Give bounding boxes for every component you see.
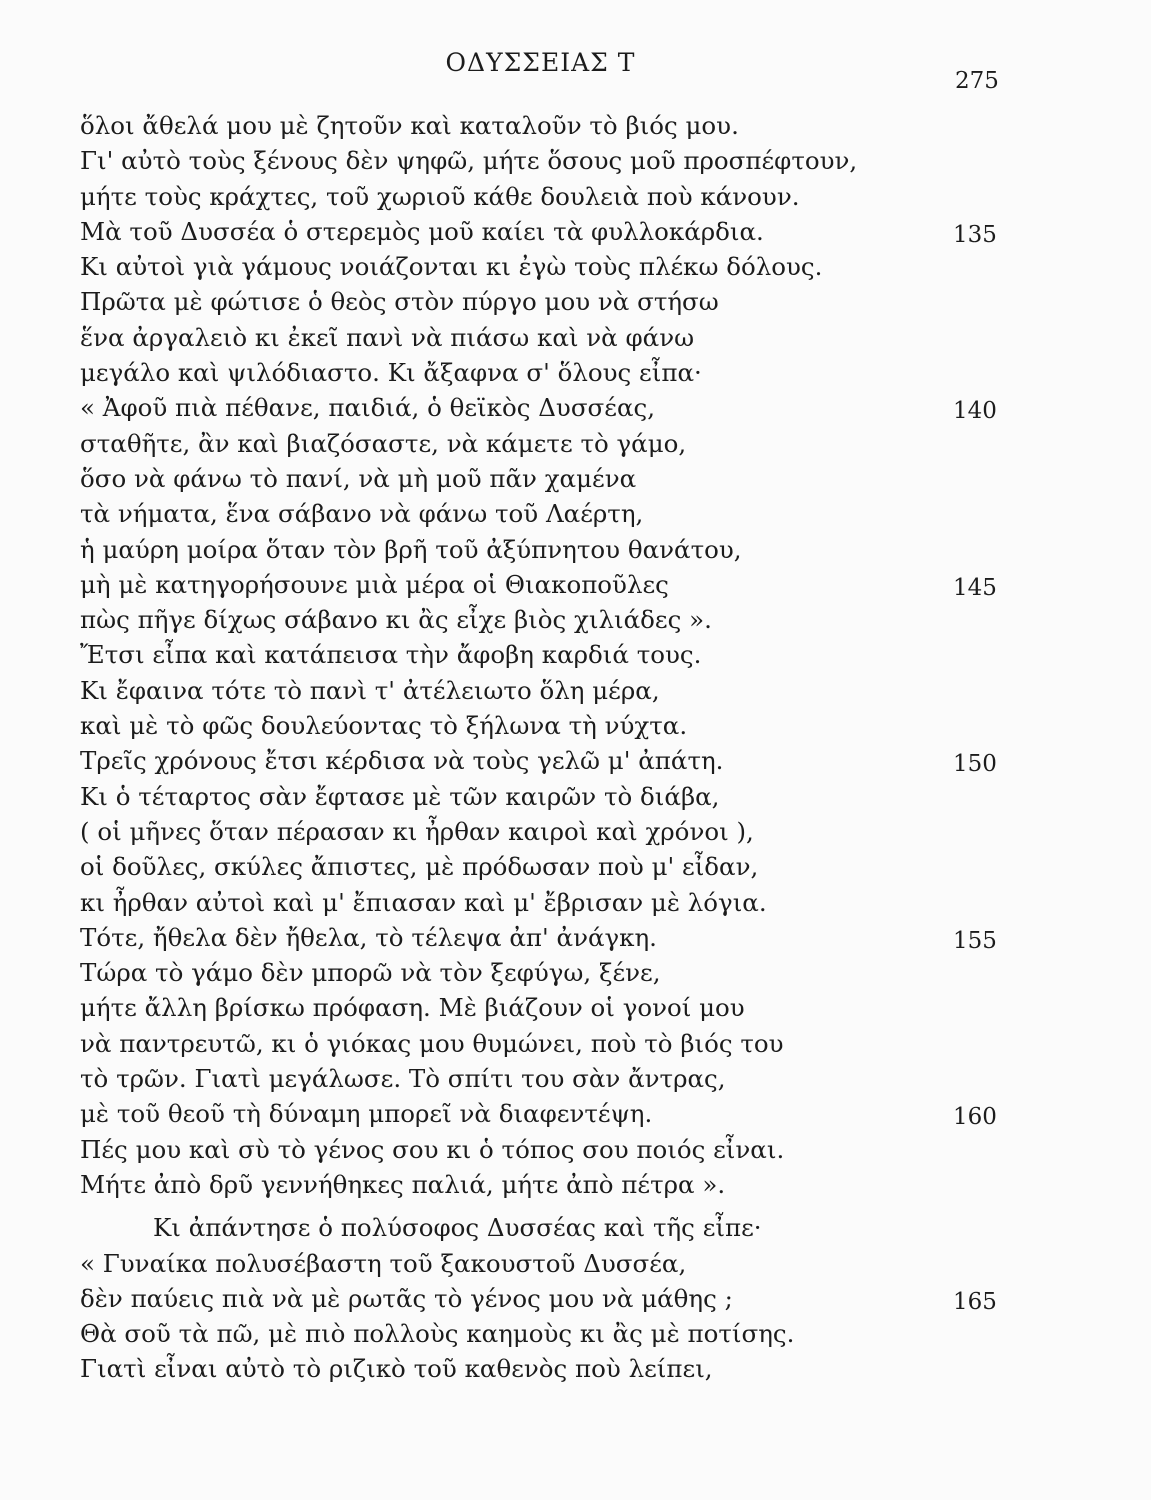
verse-block: [0, 108, 1151, 1387]
verse-number: 150: [953, 751, 997, 778]
verse-text: Μήτε ἀπὸ δρῦ γεννήθηκες παλιά, μήτε ἀπὸ πέτρα ».: [80, 1169, 726, 1199]
running-title: ΟΔΥΣΣΕΙΑΣ Τ: [445, 48, 636, 77]
verse-text: Τώρα τὸ γάμο δὲν μπορῶ νὰ τὸν ξεφύγω, ξένε,: [80, 958, 661, 988]
verse-text: ἕνα ἀργαλειὸ κι ἐκεῖ πανὶ νὰ πιάσω καὶ νὰ φάνω: [80, 322, 695, 352]
verse-line: [0, 214, 1151, 249]
verse-text: Τότε, ἤθελα δὲν ἤθελα, τὸ τέλεψα ἀπ' ἀνάγκη.: [80, 922, 657, 952]
verse-line: [0, 496, 1151, 531]
verse-text: Γιατὶ εἶναι αὐτὸ τὸ ριζικὸ τοῦ καθενὸς ποὺ λείπει,: [80, 1354, 713, 1384]
verse-line: [0, 1351, 1151, 1386]
verse-text: Γι' αὐτὸ τοὺς ξένους δὲν ψηφῶ, μήτε ὅσους μοῦ προσπέφτουν,: [80, 146, 858, 176]
verse-line: [0, 637, 1151, 672]
verse-text: ὅσο νὰ φάνω τὸ πανί, νὰ μὴ μοῦ πᾶν χαμένα: [80, 463, 637, 493]
verse-text: Κι ἀπάντησε ὁ πολύσοφος Δυσσέας καὶ τῆς εἶπε·: [153, 1213, 762, 1243]
verse-line: [0, 532, 1151, 567]
verse-text: σταθῆτε, ἂν καὶ βιαζόσαστε, νὰ κάμετε τὸ γάμο,: [80, 428, 687, 458]
verse-line: [0, 143, 1151, 178]
verse-line: [0, 814, 1151, 849]
verse-line: [0, 743, 1151, 778]
verse-line: [0, 1210, 1151, 1245]
verse-line: [0, 179, 1151, 214]
verse-line: [0, 1096, 1151, 1131]
verse-text: « Ἀφοῦ πιὰ πέθανε, παιδιά, ὁ θεϊκὸς Δυσσέας,: [80, 393, 656, 423]
verse-text: οἱ δοῦλες, σκύλες ἄπιστες, μὲ πρόδωσαν ποὺ μ' εἶδαν,: [80, 852, 759, 882]
verse-line: [0, 1132, 1151, 1167]
verse-text: μὴ μὲ κατηγορήσουνε μιὰ μέρα οἱ Θιακοποῦλες: [80, 569, 669, 599]
verse-number: 165: [953, 1288, 997, 1315]
verse-text: καὶ μὲ τὸ φῶς δουλεύοντας τὸ ξήλωνα τὴ νύχτα.: [80, 711, 688, 741]
verse-text: πὼς πῆγε δίχως σάβανο κι ἂς εἶχε βιὸς χιλιάδες ».: [80, 605, 712, 635]
page-number: 275: [955, 68, 999, 94]
verse-text: Πές μου καὶ σὺ τὸ γένος σου κι ὁ τόπος σου ποιός εἶναι.: [80, 1134, 785, 1164]
verse-line: [0, 885, 1151, 920]
verse-line: [0, 602, 1151, 637]
verse-text: ὅλοι ἄθελά μου μὲ ζητοῦν καὶ καταλοῦν τὸ βιός μου.: [80, 111, 739, 140]
verse-text: τὰ νήματα, ἕνα σάβανο νὰ φάνω τοῦ Λαέρτη,: [80, 499, 644, 529]
verse-line: [0, 1316, 1151, 1351]
verse-text: Κι αὐτοὶ γιὰ γάμους νοιάζονται κι ἐγὼ τοὺς πλέκω δόλους.: [80, 252, 823, 282]
verse-line: [0, 355, 1151, 390]
verse-text: Ἔτσι εἶπα καὶ κατάπεισα τὴν ἄφοβη καρδιά τους.: [80, 640, 702, 670]
verse-text: Πρῶτα μὲ φώτισε ὁ θεὸς στὸν πύργο μου νὰ στήσω: [80, 287, 719, 317]
verse-text: μὲ τοῦ θεοῦ τὴ δύναμη μπορεῖ νὰ διαφεντέψη.: [80, 1099, 653, 1129]
verse-number: 155: [953, 927, 997, 954]
verse-line: [0, 567, 1151, 602]
verse-text: Μὰ τοῦ Δυσσέα ὁ στερεμὸς μοῦ καίει τὰ φυλλοκάρδια.: [80, 216, 764, 246]
verse-number: 145: [953, 574, 997, 601]
verse-text: μήτε τοὺς κράχτες, τοῦ χωριοῦ κάθε δουλειὰ ποὺ κάνουν.: [80, 181, 800, 211]
verse-line: [0, 461, 1151, 496]
verse-line: [0, 779, 1151, 814]
verse-text: ( οἱ μῆνες ὅταν πέρασαν κι ἦρθαν καιροὶ καὶ χρόνοι ),: [80, 816, 754, 846]
verse-text: Θὰ σοῦ τὰ πῶ, μὲ πιὸ πολλοὺς καημοὺς κι ἂς μὲ ποτίσης.: [80, 1319, 795, 1349]
verse-text: μήτε ἄλλη βρίσκω πρόφαση. Μὲ βιάζουν οἱ γονοί μου: [80, 993, 745, 1023]
verse-line: [0, 426, 1151, 461]
verse-number: 160: [953, 1104, 997, 1131]
verse-text: Τρεῖς χρόνους ἔτσι κέρδισα νὰ τοὺς γελῶ μ' ἀπάτη.: [80, 746, 724, 776]
verse-text: Κι ὁ τέταρτος σὰν ἔφτασε μὲ τῶν καιρῶν τὸ διάβα,: [80, 781, 720, 811]
paragraph-gap: [0, 1202, 1151, 1210]
verse-line: [0, 284, 1151, 319]
verse-line: [0, 1281, 1151, 1316]
verse-line: [0, 390, 1151, 425]
verse-line: [0, 108, 1151, 143]
verse-line: [0, 990, 1151, 1025]
verse-text: « Γυναίκα πολυσέβαστη τοῦ ξακουστοῦ Δυσσέα,: [80, 1248, 687, 1278]
verse-text: τὸ τρῶν. Γιατὶ μεγάλωσε. Τὸ σπίτι του σὰν ἄντρας,: [80, 1064, 726, 1094]
verse-text: κι ἦρθαν αὐτοὶ καὶ μ' ἔπιασαν καὶ μ' ἔβρισαν μὲ λόγια.: [80, 887, 767, 917]
verse-text: δὲν παύεις πιὰ νὰ μὲ ρωτᾶς τὸ γένος μου νὰ μάθης ;: [80, 1283, 733, 1313]
verse-line: [0, 1026, 1151, 1061]
verse-line: [0, 249, 1151, 284]
verse-line: [0, 955, 1151, 990]
verse-line: [0, 849, 1151, 884]
verse-line: [0, 673, 1151, 708]
verse-text: Κι ἔφαινα τότε τὸ πανὶ τ' ἀτέλειωτο ὅλη μέρα,: [80, 675, 660, 705]
verse-text: μεγάλο καὶ ψιλόδιαστο. Κι ἄξαφνα σ' ὅλους εἶπα·: [80, 358, 702, 388]
verse-number: 140: [953, 398, 997, 425]
verse-line: [0, 1246, 1151, 1281]
verse-line: [0, 708, 1151, 743]
verse-line: [0, 1167, 1151, 1202]
verse-number: 135: [953, 221, 997, 248]
verse-line: [0, 920, 1151, 955]
verse-text: ἡ μαύρη μοίρα ὅταν τὸν βρῆ τοῦ ἀξύπνητου θανάτου,: [80, 534, 742, 564]
page-header: [0, 40, 1151, 94]
verse-line: [0, 320, 1151, 355]
verse-line: [0, 1061, 1151, 1096]
verse-text: νὰ παντρευτῶ, κι ὁ γιόκας μου θυμώνει, ποὺ τὸ βιός του: [80, 1028, 784, 1058]
